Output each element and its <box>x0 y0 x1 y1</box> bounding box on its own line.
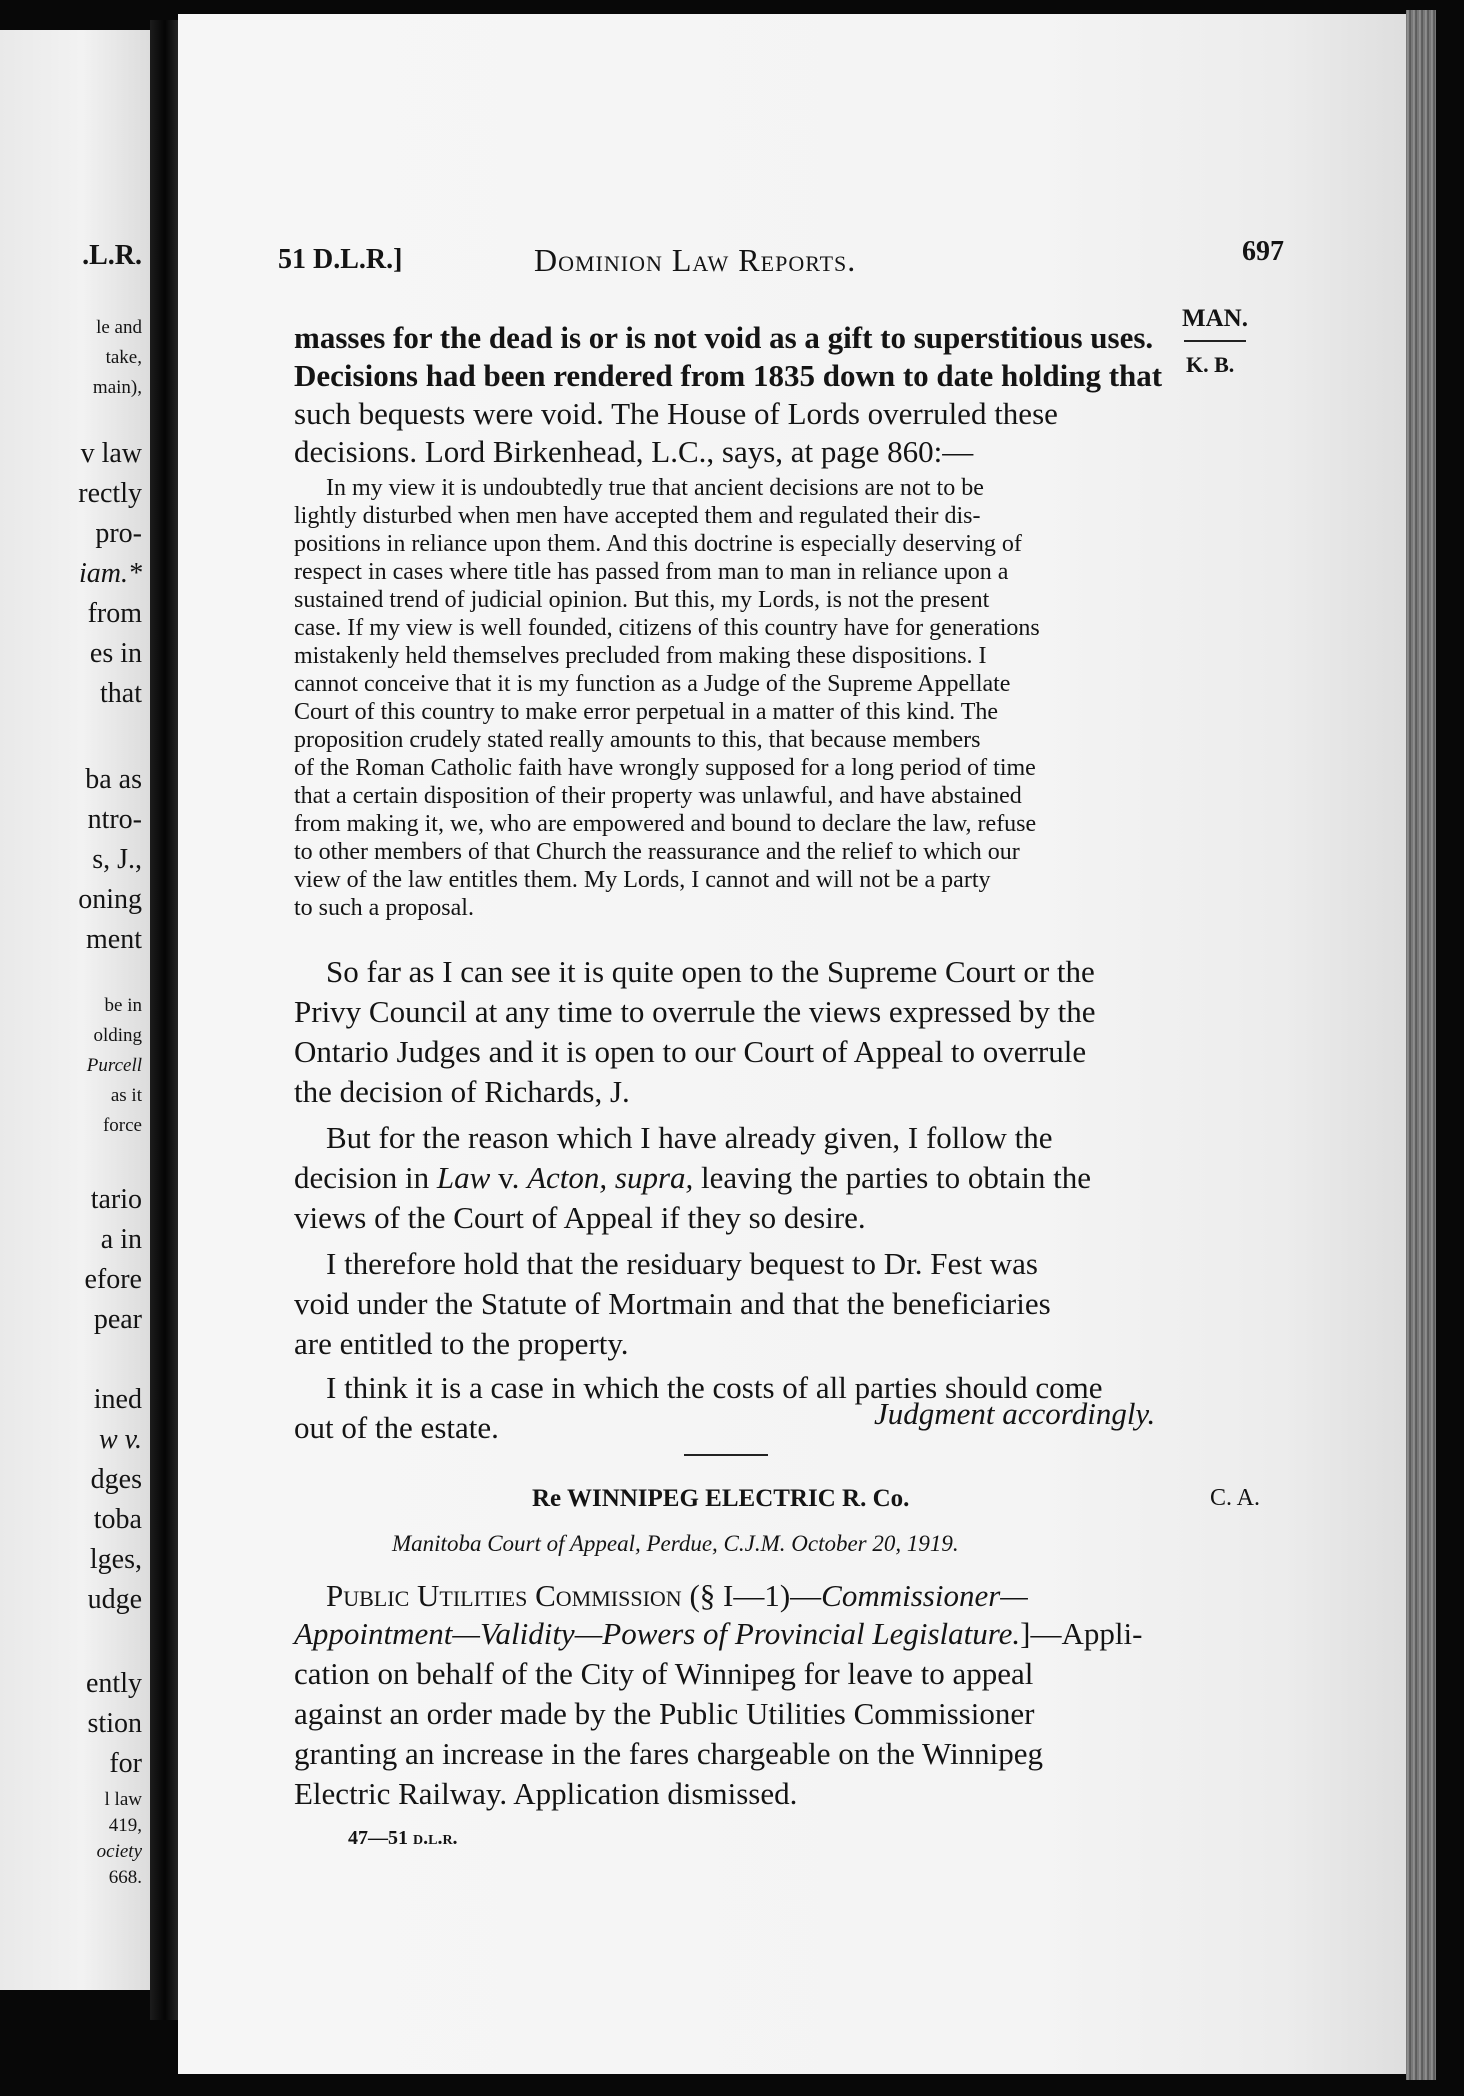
quotation-line: of the Roman Catholic faith have wrongly supposed for a long period of time <box>294 755 1036 781</box>
quotation-line: case. If my view is well founded, citizens of this country have for generations <box>294 615 1040 641</box>
quotation-line: Court of this country to make error perpetual in a matter of this kind. The <box>294 699 999 725</box>
quotation-line: to other members of that Church the reassurance and the relief to which our <box>294 839 1020 865</box>
left-page-line: 419, <box>108 1815 142 1836</box>
left-page-line: from <box>87 598 142 629</box>
case-name: Acton, supra, <box>527 1160 694 1195</box>
left-page-line: a in <box>100 1224 142 1255</box>
left-page-line: lges, <box>89 1544 142 1575</box>
paragraph-line: views of the Court of Appeal if they so desire. <box>294 1200 866 1235</box>
running-header-title: Dominion Law Reports. <box>534 242 857 278</box>
paragraph-line: the decision of Richards, J. <box>294 1074 630 1109</box>
left-page-line: ently <box>86 1668 142 1699</box>
headnote-line: against an order made by the Public Utilities Commissioner <box>294 1696 1035 1731</box>
quotation-line: respect in cases where title has passed from man to man in reliance upon a <box>294 559 1009 585</box>
case-title <box>532 1486 909 1511</box>
judgment-line: Judgment accordingly. <box>874 1396 1156 1431</box>
headnote-subject: Public Utilities Commission <box>326 1578 682 1613</box>
left-page-line: rectly <box>78 478 142 509</box>
left-page-line: that <box>100 678 142 709</box>
case-name: Law <box>436 1160 491 1195</box>
quotation-line: proposition crudely stated really amounts to this, that because members <box>294 727 981 753</box>
left-page-line: ined <box>93 1384 142 1415</box>
page-edge <box>1406 10 1436 2080</box>
quotation-line: In my view it is undoubtedly true that ancient decisions are not to be <box>326 475 984 501</box>
paragraph-line: Privy Council at any time to overrule the views expressed by the <box>294 994 1096 1029</box>
paragraph-line: So far as I can see it is quite open to the Supreme Court or the <box>326 954 1095 989</box>
headnote-line <box>326 1580 1028 1611</box>
paragraph-line: such bequests were void. The House of Lords overruled these <box>294 396 1058 431</box>
left-page-line: le and <box>96 317 142 338</box>
left-page-line: stion <box>87 1708 142 1739</box>
case-title-prefix: Re <box>532 1485 562 1512</box>
paragraph-line: Decisions had been rendered from 1835 down to date holding that <box>294 358 1163 393</box>
book-binding <box>150 20 180 2020</box>
left-page-line: Purcell <box>86 1055 142 1076</box>
paragraph-line: Ontario Judges and it is open to our Court of Appeal to overrule <box>294 1034 1087 1069</box>
paragraph-line: I therefore hold that the residuary bequest to Dr. Fest was <box>326 1246 1038 1281</box>
paragraph-line <box>294 1162 1091 1193</box>
text-run: v. <box>490 1160 528 1195</box>
left-page-line: ociety <box>96 1841 142 1862</box>
paragraph-line: out of the estate. <box>294 1410 499 1445</box>
left-page-line: s, J., <box>92 844 142 875</box>
paragraph-line: decisions. Lord Birkenhead, L.C., says, at page 860:— <box>294 434 974 469</box>
running-header-volume: 51 D.L.R.] <box>278 244 403 275</box>
court-line: Manitoba Court of Appeal, Perdue, C.J.M. October 20, 1919. <box>392 1531 959 1556</box>
left-page-line: be in <box>104 995 142 1016</box>
paragraph-line: But for the reason which I have already given, I follow the <box>326 1120 1053 1155</box>
left-page-line: main), <box>92 377 142 398</box>
text-run: ]—Appli- <box>1020 1616 1143 1651</box>
left-page-line: oning <box>78 884 142 915</box>
left-page-line: w v. <box>98 1424 142 1455</box>
left-page-line: ba as <box>85 764 142 795</box>
left-page-line: 668. <box>108 1867 142 1888</box>
left-page-line: ntro- <box>87 804 142 835</box>
margin-court-ca: C. A. <box>1210 1485 1261 1511</box>
text-run: leaving the parties to obtain the <box>693 1160 1091 1195</box>
signature-mark: 47—51 d.l.r. <box>348 1827 458 1849</box>
left-page-line: dges <box>90 1464 142 1495</box>
paragraph-line: void under the Statute of Mortmain and that the beneficiaries <box>294 1286 1051 1321</box>
headnote-line: Electric Railway. Application dismissed. <box>294 1776 798 1811</box>
left-page-line: force <box>102 1115 142 1136</box>
page-number: 697 <box>1242 236 1284 267</box>
left-page-line: iam.* <box>79 558 142 589</box>
document-page <box>178 14 1406 2074</box>
headnote-topic: Commissioner— <box>821 1578 1028 1613</box>
left-page-line: udge <box>87 1584 142 1615</box>
margin-rule <box>1184 340 1246 342</box>
left-page-line: ment <box>86 924 142 955</box>
headnote-line: granting an increase in the fares chargeable on the Winnipeg <box>294 1736 1044 1771</box>
left-page-line: l law <box>104 1789 142 1810</box>
headnote-line: cation on behalf of the City of Winnipeg for leave to appeal <box>294 1656 1034 1691</box>
quotation-line: view of the law entitles them. My Lords, I cannot and will not be a party <box>294 867 991 893</box>
text-run: decision in <box>294 1160 437 1195</box>
paragraph-line: are entitled to the property. <box>294 1326 629 1361</box>
left-page-line: es in <box>89 638 142 669</box>
quotation-line: from making it, we, who are empowered and bound to declare the law, refuse <box>294 811 1037 837</box>
headnote-topic: Appointment—Validity—Powers of Provincial Legislature. <box>294 1616 1021 1651</box>
left-page-line: toba <box>93 1504 142 1535</box>
left-page-line: v law <box>80 438 142 469</box>
quotation-line: mistakenly held themselves precluded from making these dispositions. I <box>294 643 987 669</box>
paragraph-line: I think it is a case in which the costs of all parties should come <box>326 1370 1103 1405</box>
quotation-line: that a certain disposition of their property was unlawful, and have abstained <box>294 783 1022 809</box>
section-divider <box>684 1454 768 1456</box>
left-page-line: pear <box>93 1304 142 1335</box>
quotation-line: positions in reliance upon them. And this doctrine is especially deserving of <box>294 531 1022 557</box>
quotation-line: sustained trend of judicial opinion. But this, my Lords, is not the present <box>294 587 990 613</box>
paragraph-line: masses for the dead is or is not void as a gift to superstitious uses. <box>294 320 1154 355</box>
quotation-line: to such a proposal. <box>294 895 474 921</box>
left-page-line: efore <box>84 1264 142 1295</box>
headnote-line <box>294 1618 1142 1649</box>
quotation-line: cannot conceive that it is my function as a Judge of the Supreme Appellate <box>294 671 1011 697</box>
margin-province: MAN. <box>1182 305 1248 332</box>
case-title-name: WINNIPEG ELECTRIC R. Co. <box>566 1485 910 1512</box>
left-page-line: .L.R. <box>82 240 142 271</box>
left-page-line: as it <box>110 1085 142 1106</box>
left-page-line: pro- <box>95 518 142 549</box>
left-facing-page <box>0 30 150 1990</box>
left-page-line: olding <box>93 1025 142 1046</box>
left-page-line: tario <box>90 1184 142 1215</box>
left-page-line: take, <box>105 347 142 368</box>
margin-court: K. B. <box>1186 352 1235 377</box>
quotation-line: lightly disturbed when men have accepted them and regulated their dis- <box>294 503 981 529</box>
left-page-line: for <box>109 1748 142 1779</box>
text-run: (§ I—1)— <box>681 1578 822 1613</box>
